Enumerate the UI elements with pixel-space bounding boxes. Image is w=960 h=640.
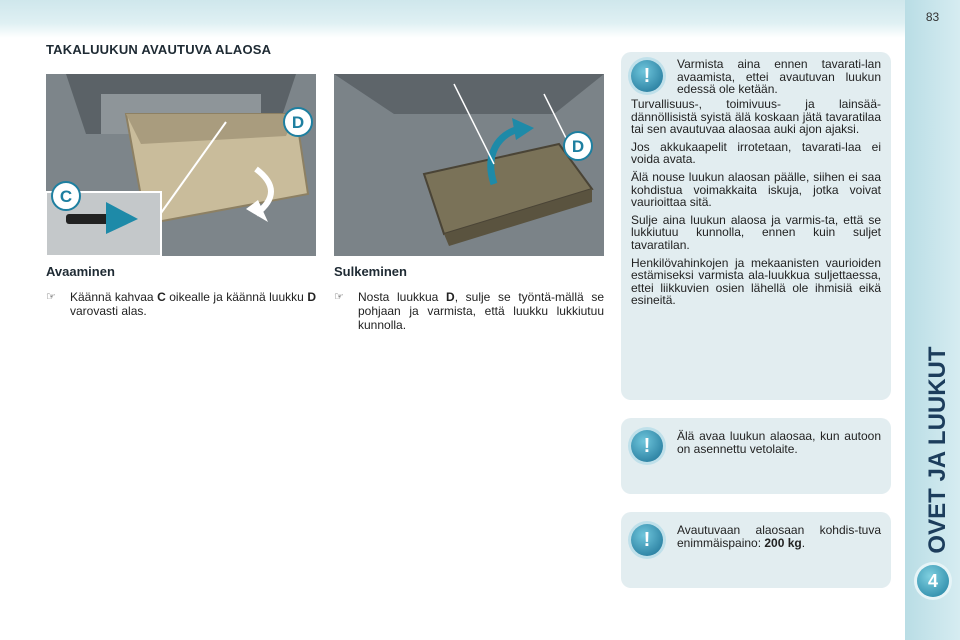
warning-box-towbar <box>621 418 891 494</box>
label-d: D <box>291 113 305 132</box>
photo-opening-lower-tailgate <box>46 74 316 256</box>
warning-icon: ! <box>631 430 663 462</box>
warning-icon: ! <box>631 524 663 556</box>
warning-icon: ! <box>631 60 663 92</box>
closing-title: Sulkeminen <box>334 264 407 279</box>
warning-paragraph: Varmista aina ennen tavarati-lan avaamista, ettei avautuvan luukun edessä ole ketään. <box>677 57 881 97</box>
warning-box-safety <box>621 52 891 400</box>
chapter-title: OVET JA LUUKUT <box>924 346 951 554</box>
warning-paragraph: Jos akkukaapelit irrotetaan, tavarati-laa ei voida avata. <box>631 139 881 167</box>
warning-text-max-load: Avautuvaan alaosaan kohdis-tuva enimmäispaino: 200 kg. <box>677 523 881 550</box>
top-banner <box>0 0 905 38</box>
warning-text-towbar: Älä avaa luukun alaosaa, kun autoon on asennettu vetolaite. <box>677 429 881 456</box>
pointing-hand-icon: ☞ <box>46 291 56 303</box>
warning-paragraph: Turvallisuus-, toimivuus- ja lainsää-dännöllisistä syistä älä koskaan jätä tavaratilaa tai sen avautuvaa alaosaa auki ajon ajaksi. <box>631 97 881 137</box>
chapter-number-badge: 4 <box>917 565 949 597</box>
label-d-closing: D <box>571 137 585 156</box>
warning-box-max-load <box>621 512 891 588</box>
label-c: C <box>59 187 73 206</box>
max-load-value: 200 kg <box>764 535 802 550</box>
warning-paragraph: Älä nouse luukun alaosan päälle, siihen ei saa kohdistua voimakkaita iskuja, jotka voivat vaurioittaa sitä. <box>631 169 881 210</box>
warning-paragraph: Sulje aina luukun alaosa ja varmis-ta, että se lukkiutuu kunnolla, ennen kuin suljet tavaratilan. <box>631 212 881 252</box>
photo-closing-lower-tailgate <box>334 74 604 256</box>
warning-paragraph: Henkilövahinkojen ja mekaanisten vaurioiden estämiseksi varmista ala-luukkua suljettaessa, ettei liikkuvien osien lähellä ole ihmisiä eikä esineitä. <box>631 255 881 308</box>
opening-title: Avaaminen <box>46 264 115 279</box>
pointing-hand-icon: ☞ <box>334 291 344 303</box>
section-title: TAKALUUKUN AVAUTUVA ALAOSA <box>46 42 272 57</box>
page-number: 83 <box>925 10 940 24</box>
